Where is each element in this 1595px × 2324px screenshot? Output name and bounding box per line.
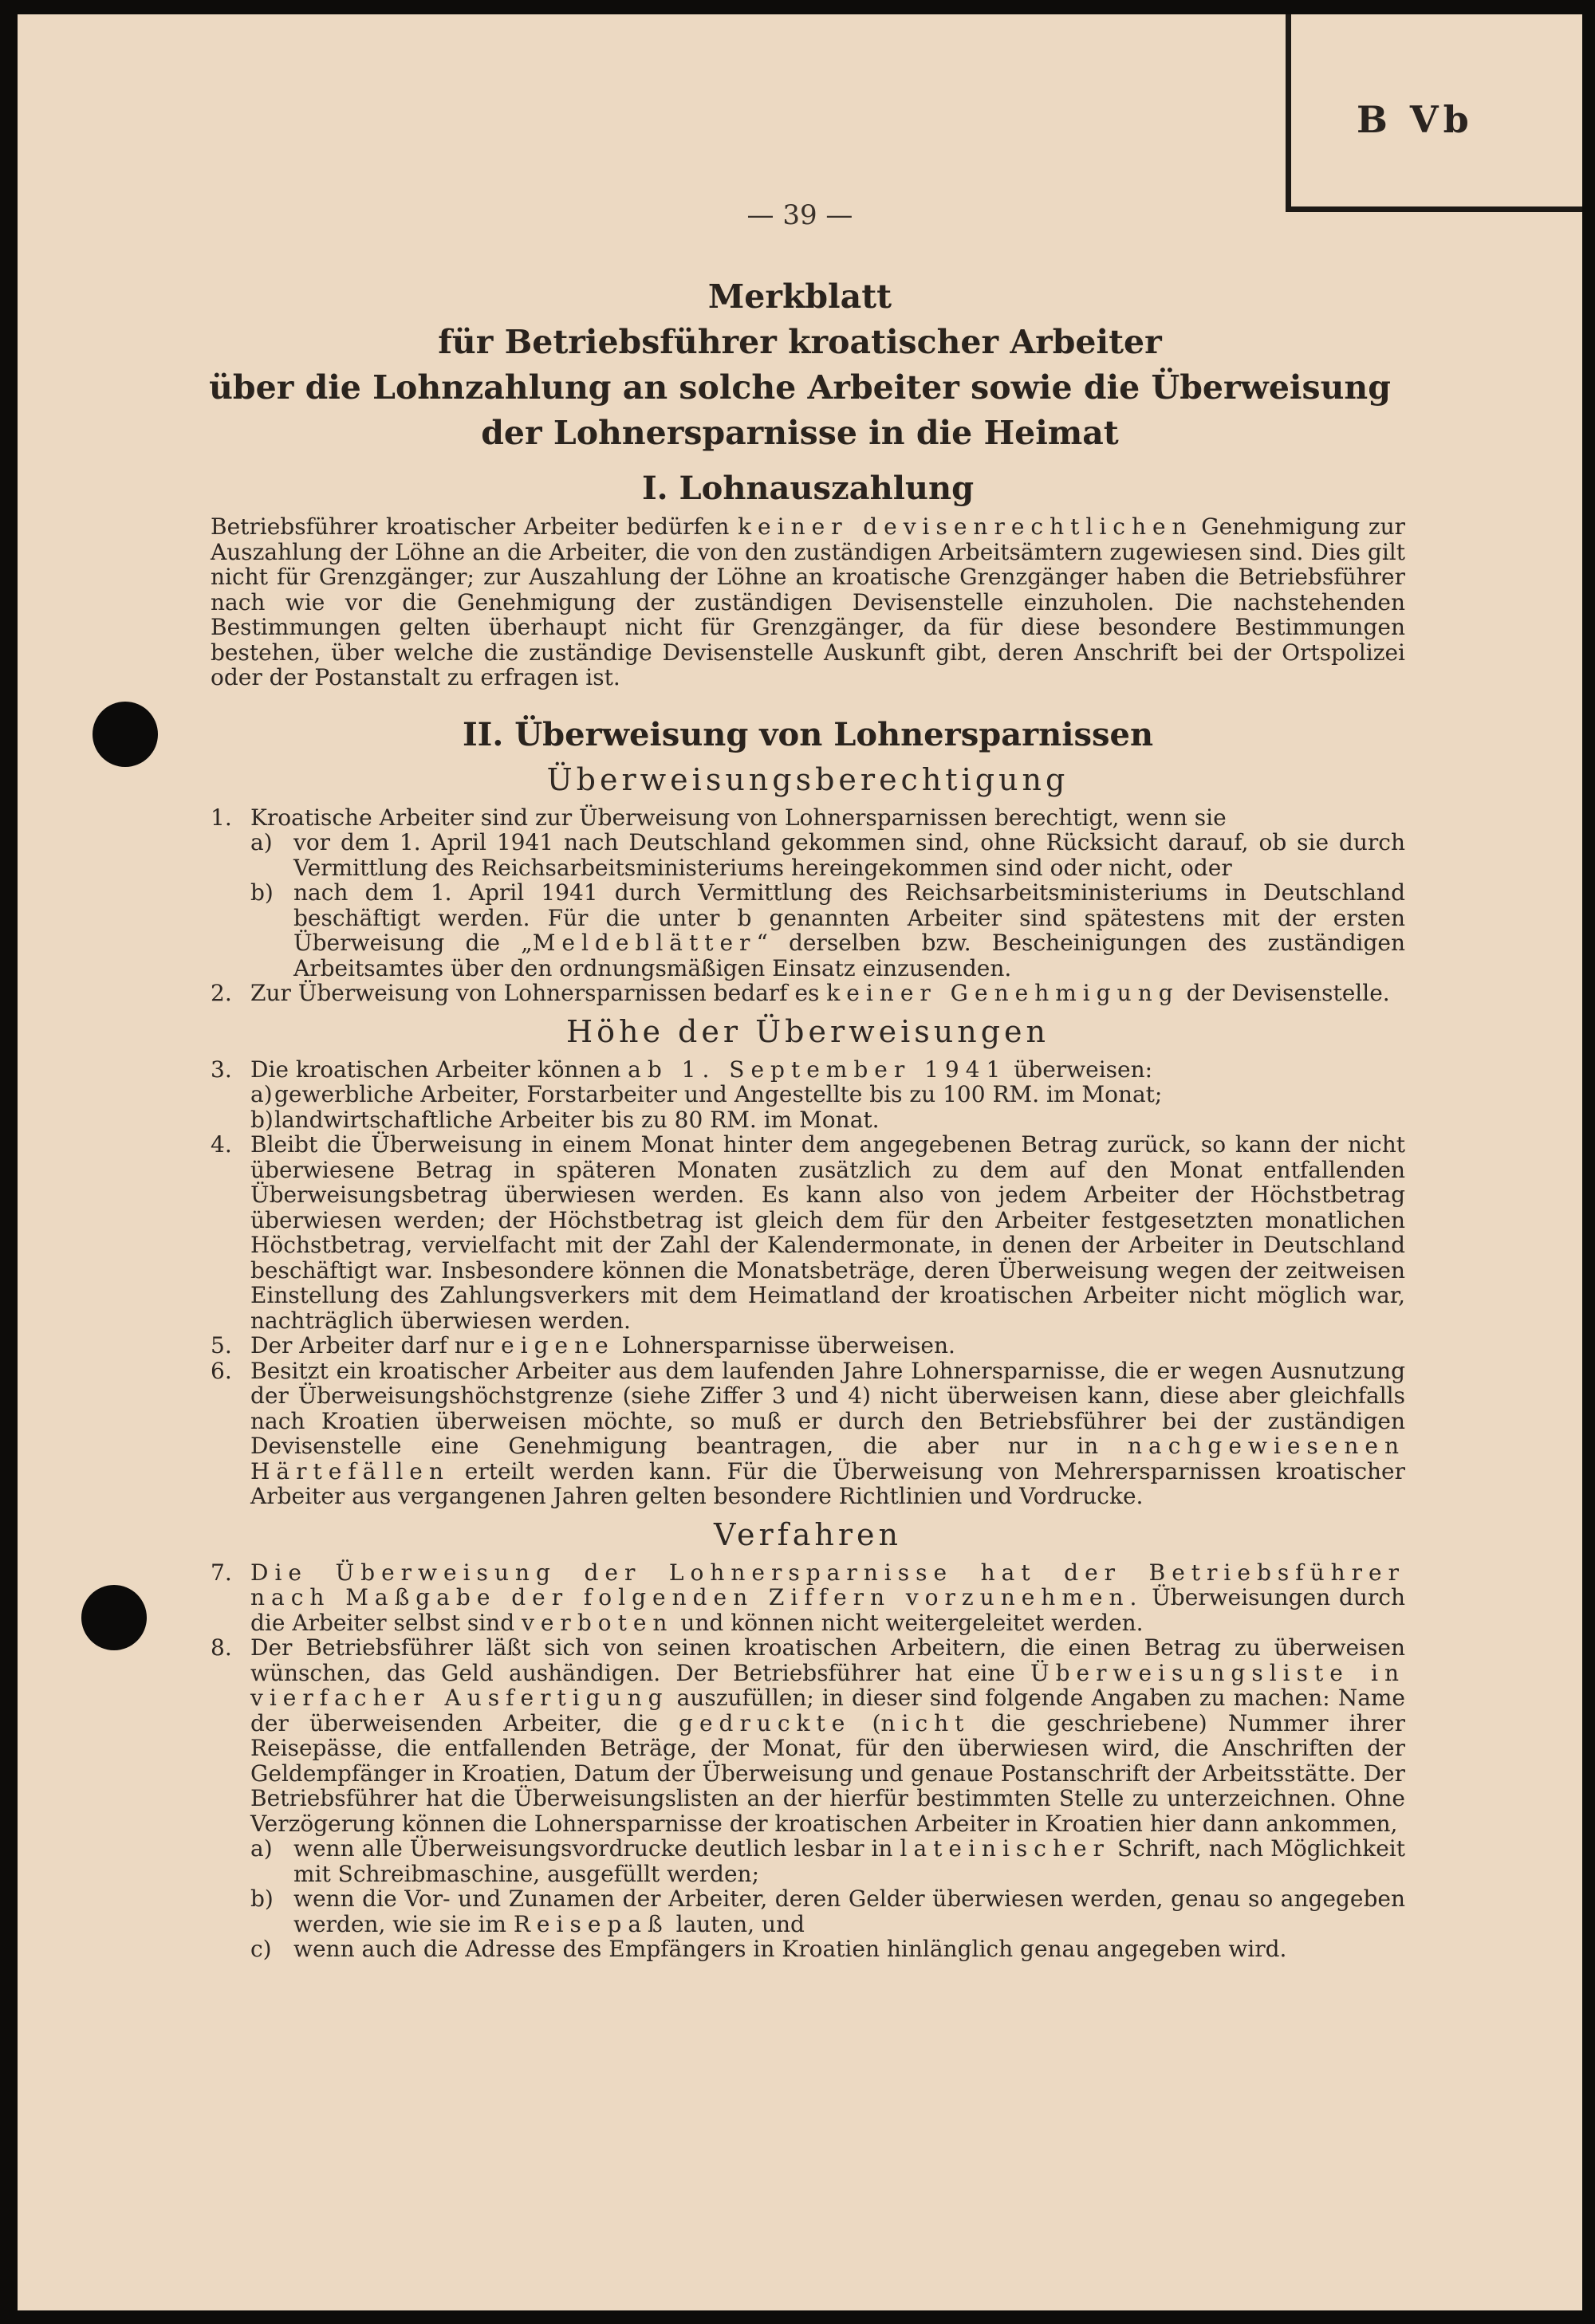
sub-item-1b: b) nach dem 1. April 1941 durch Vermittlung des Reichsarbeitsministeriums in Deutschland beschäftigt werden. Für die unter b genannten Arbeiter sind spätestens mit der ersten Überweisung die „Meldeblätter“ derselben bzw. Bescheinigungen des zuständigen Arbeitsamtes über den ordnungsmäßigen Einsatz einzusenden. — [250, 879, 1405, 981]
section-heading-ueberweisung: II. Überweisung von Lohnersparnissen — [462, 715, 1154, 753]
punch-hole-upper — [93, 702, 158, 767]
title-line-4: der Lohnersparnisse in die Heimat — [481, 414, 1119, 452]
list-item-3: 3. Die kroatischen Arbeiter können ab 1. September 1941 überweisen: a) gewerbliche Arbeiter, Forstarbeiter und Angestellte bis zu 100 RM. im Monat; b) landwirtschaftliche Arbeiter bis zu 80 RM. im Monat. — [211, 1057, 1405, 1133]
list-item-1: 1. Kroatische Arbeiter sind zur Überweisung von Lohnersparnissen berechtigt, wenn sie a) vor dem 1. April 1941 nach Deutschland gekommen sind, ohne Rücksicht darauf, ob sie durch Vermittlung des Reichsarbeitsministeriums hereingekommen sind oder nicht, oder b) nach dem 1. April 1941 durch Vermittlung des Reichsarbeitsministeriums in Deutschland beschäftigt werden. Für die unter b genannten Arbeiter sind spätestens mit der ersten Überweisung die „Meldeblätter“ derselben bzw. Bescheinigungen des zuständigen Arbeitsamtes über den ordnungsmäßigen Einsatz einzusenden. — [211, 804, 1405, 981]
section-stamp: B Vb — [1357, 98, 1474, 141]
sub-item-8a: a) wenn alle Überweisungsvordrucke deutlich lesbar in lateinischer Schrift, nach Möglichkeit mit Schreibmaschine, ausgefüllt werden; — [250, 1835, 1405, 1887]
page-number: — 39 — — [746, 199, 853, 231]
list-item-6: 6. Besitzt ein kroatischer Arbeiter aus dem laufenden Jahre Lohnersparnisse, die er wegen Ausnutzung der Überweisungshöchstgrenze (siehe Ziffer 3 und 4) nicht überweisen kann, diese aber gleichfalls nach Kroatien überweisen möchte, so muß er durch den Betriebsführer bei der zuständigen Devisenstelle eine Genehmigung beantragen, die aber nur in nachgewiesenen Härtefällen erteilt werden kann. Für die Überweisung von Mehrersparnissen kroatischer Arbeiter aus vergangenen Jahren gelten besondere Richtlinien und Vordrucke. — [211, 1357, 1405, 1509]
document-title — [18, 274, 1582, 456]
section-heading-lohnauszahlung: I. Lohnauszahlung — [641, 470, 975, 507]
punch-hole-lower — [81, 1585, 147, 1650]
subheading-hoehe: Höhe der Überweisungen — [565, 1013, 1050, 1049]
title-line-1: Merkblatt — [707, 277, 892, 316]
sub-item-8b: b) wenn die Vor- und Zunamen der Arbeiter, deren Gelder überwiesen werden, genau so angegeben werden, wie sie im Reisepaß lauten, und — [250, 1886, 1405, 1937]
list-item-4: 4. Bleibt die Überweisung in einem Monat hinter dem angegebenen Betrag zurück, so kann der nicht überwiesene Betrag in späteren Monaten zusätzlich zu dem auf den Monat entfallenden Überweisungsbetrag überwiesen werden. Es kann also von jedem Arbeiter der Höchstbetrag überwiesen werden; der Höchstbetrag ist gleich dem für den Arbeiter festgesetzten monatlichen Höchstbetrag, vervielfacht mit der Zahl der Kalendermonate, in denen der Arbeiter in Deutschland beschäftigt war. Insbesondere können die Monatsbeträge, deren Überweisung wegen der zeitweisen Einstellung des Zahlungsverkers mit dem Heimatland der kroatischen Arbeiter nicht möglich war, nachträglich überwiesen werden. — [211, 1131, 1405, 1334]
document-body — [211, 466, 1405, 1962]
list-item-7: 7. Die Überweisung der Lohnersparnisse hat der Betriebsführer nach Maßgabe der folgenden Ziffern vorzunehmen. Überweisungen durch die Arbeiter selbst sind verboten und können nicht weitergeleitet werden. — [211, 1559, 1405, 1636]
list-item-2: 2. Zur Überweisung von Lohnersparnissen bedarf es keiner Genehmigung der Devisenstelle. — [211, 980, 1390, 1006]
list-item-5: 5. Der Arbeiter darf nur eigene Lohnersparnisse überweisen. — [211, 1332, 955, 1359]
document-page — [18, 14, 1582, 2310]
sub-item-3a: a) gewerbliche Arbeiter, Forstarbeiter und Angestellte bis zu 100 RM. im Monat; — [250, 1081, 1163, 1107]
list-item-8: 8. Der Betriebsführer läßt sich von seinen kroatischen Arbeitern, die einen Betrag zu überweisen wünschen, das Geld aushändigen. Der Betriebsführer hat eine Überweisungsliste in vierfacher Ausfertigung auszufüllen; in dieser sind folgende Angaben zu machen: Name der überweisenden Arbeiter, die gedruckte (nicht die geschriebene) Nummer ihrer Reisepässe, die entfallenden Beträge, der Monat, für den überwiesen wird, die Anschriften der Geldempfänger in Kroatien, Datum der Überweisung und genaue Postanschrift der Arbeitsstätte. Der Betriebsführer hat die Überweisungslisten an der hierfür bestimmten Stelle zu unterzeichnen. Ohne Verzögerung können die Lohnersparnisse der kroatischen Arbeiter in Kroatien hier dann ankommen, a) wenn alle Überweisungsvordrucke deutlich lesbar in lateinischer Schrift, nach Möglichkeit mit Schreibmaschine, ausgefüllt werden; b) wenn die Vor- und Zunamen der Arbeiter, deren Gelder überwiesen werden, genau so angegeben werden, wie sie im Reisepaß lauten, und c) wenn auch die Adresse des Empfängers in Kroatien hinlänglich genau angegeben wird. — [211, 1634, 1406, 1962]
sub-item-1a: a) vor dem 1. April 1941 nach Deutschland gekommen sind, ohne Rücksicht darauf, ob sie durch Vermittlung des Reichsarbeitsministeriums hereingekommen sind oder nicht, oder — [250, 829, 1405, 881]
subheading-berechtigung: Überweisungsberechtigung — [546, 761, 1069, 797]
subheading-verfahren: Verfahren — [714, 1516, 902, 1552]
sub-item-3b: b) landwirtschaftliche Arbeiter bis zu 80 RM. im Monat. — [250, 1106, 880, 1133]
sub-item-8c: c) wenn auch die Adresse des Empfängers in Kroatien hinlänglich genau angegeben wird. — [250, 1936, 1287, 1962]
section-stamp-box — [1286, 14, 1582, 212]
title-line-2: für Betriebsführer kroatischer Arbeiter — [438, 323, 1162, 361]
paragraph-lohnauszahlung: Betriebsführer kroatischer Arbeiter bedürfen keiner devisenrechtlichen Genehmigung zur Auszahlung der Löhne an die Arbeiter, die von den zuständigen Arbeitsämtern zugewiesen sind. Dies gilt nicht für Grenzgänger; zur Auszahlung der Löhne an kroatische Grenzgänger haben die Betriebsführer nach wie vor die Genehmigung der zuständigen Devisenstelle einzuholen. Die nachstehenden Bestimmungen gelten überhaupt nicht für Grenzgänger, da für diese besondere Bestimmungen bestehen, über welche die zuständige Devisenstelle Auskunft gibt, deren Anschrift bei der Ortspolizei oder der Postanstalt zu erfragen ist. — [211, 513, 1406, 690]
title-line-3: über die Lohnzahlung an solche Arbeiter sowie die Überweisung — [209, 368, 1391, 407]
